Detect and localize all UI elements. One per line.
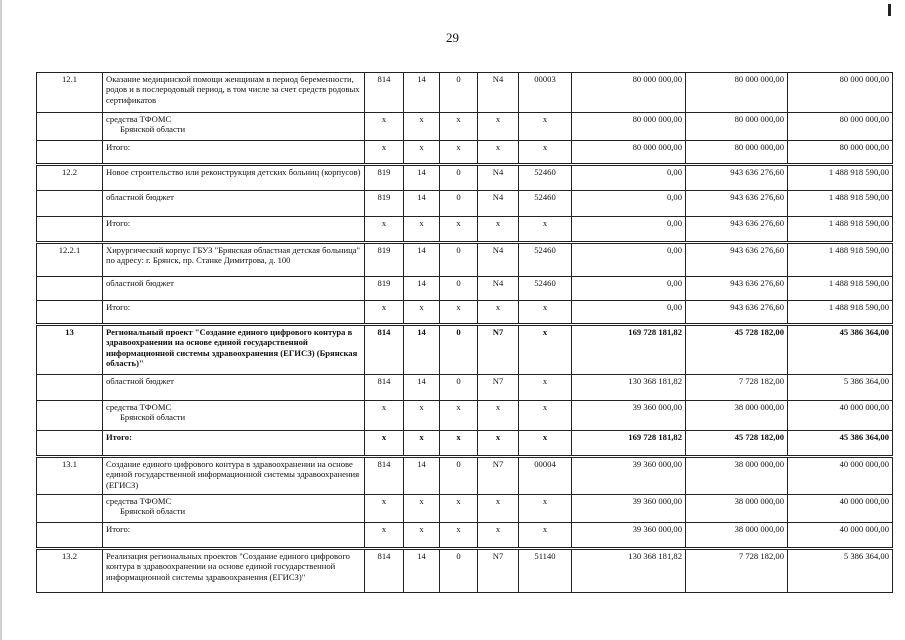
row-number-cell: 13 [37,325,103,375]
table-row [37,277,893,301]
row-number-cell: 12.2 [37,165,103,191]
description-cell [103,495,365,523]
expense-type-cell: х [519,113,572,141]
amount-year-1-cell: 39 360 000,00 [572,495,686,523]
table-row [37,375,893,401]
description-cell: Итого: [103,301,365,325]
section-code-cell: 14 [404,73,440,113]
description-line-indented: Брянской области [120,412,186,423]
description-cell: Итого: [103,431,365,457]
table-row [37,549,893,593]
grbs-code-cell: х [365,113,404,141]
amount-year-3-cell: 5 386 364,00 [788,549,893,593]
amount-year-2-cell: 80 000 000,00 [686,141,788,165]
table-row [37,431,893,457]
expense-type-cell: 52460 [519,191,572,217]
amount-year-1-cell: 0,00 [572,277,686,301]
amount-year-2-cell: 943 636 276,60 [686,277,788,301]
section-code-cell: х [404,495,440,523]
amount-year-2-cell: 943 636 276,60 [686,243,788,277]
description-cell: областной бюджет [103,375,365,401]
grbs-code-cell: х [365,301,404,325]
section-code-cell: 14 [404,277,440,301]
amount-year-2-cell: 38 000 000,00 [686,523,788,549]
section-code-cell: 14 [404,191,440,217]
expense-type-cell: х [519,523,572,549]
target-article-cell: х [478,141,519,165]
target-article-cell: х [478,217,519,243]
amount-year-3-cell: 40 000 000,00 [788,523,893,549]
target-article-cell: N7 [478,325,519,375]
amount-year-1-cell: 169 728 181,82 [572,325,686,375]
section-code-cell: х [404,141,440,165]
section-code-cell: 14 [404,165,440,191]
grbs-code-cell: 814 [365,457,404,495]
amount-year-3-cell: 1 488 918 590,00 [788,217,893,243]
expense-type-cell: х [519,431,572,457]
table-row [37,325,893,375]
amount-year-1-cell: 80 000 000,00 [572,73,686,113]
table-row [37,243,893,277]
row-number-cell [37,401,103,431]
subsection-code-cell: х [440,523,478,549]
amount-year-2-cell: 80 000 000,00 [686,73,788,113]
grbs-code-cell: 814 [365,325,404,375]
expense-type-cell: х [519,217,572,243]
grbs-code-cell: х [365,401,404,431]
section-code-cell: 14 [404,325,440,375]
target-article-cell: N4 [478,73,519,113]
table-row [37,141,893,165]
amount-year-1-cell: 130 368 181,82 [572,375,686,401]
row-number-cell [37,431,103,457]
table-row [37,113,893,141]
amount-year-2-cell: 7 728 182,00 [686,375,788,401]
amount-year-1-cell: 80 000 000,00 [572,141,686,165]
expense-type-cell: 51140 [519,549,572,593]
target-article-cell: N4 [478,165,519,191]
amount-year-1-cell: 0,00 [572,191,686,217]
expense-type-cell: 00003 [519,73,572,113]
amount-year-3-cell: 5 386 364,00 [788,375,893,401]
target-article-cell: х [478,495,519,523]
subsection-code-cell: х [440,401,478,431]
subsection-code-cell: х [440,217,478,243]
description-cell [103,401,365,431]
target-article-cell: х [478,431,519,457]
amount-year-2-cell: 7 728 182,00 [686,549,788,593]
row-number-cell: 12.2.1 [37,243,103,277]
row-number-cell: 13.1 [37,457,103,495]
expense-type-cell: 52460 [519,165,572,191]
expense-type-cell: х [519,495,572,523]
row-number-cell: 12.1 [37,73,103,113]
section-code-cell: х [404,523,440,549]
row-number-cell: 13.2 [37,549,103,593]
amount-year-1-cell: 0,00 [572,165,686,191]
amount-year-3-cell: 1 488 918 590,00 [788,191,893,217]
amount-year-1-cell: 0,00 [572,301,686,325]
row-number-cell [37,495,103,523]
expense-type-cell: х [519,401,572,431]
target-article-cell: х [478,401,519,431]
amount-year-3-cell: 1 488 918 590,00 [788,277,893,301]
description-cell [103,113,365,141]
amount-year-2-cell: 38 000 000,00 [686,495,788,523]
subsection-code-cell: х [440,301,478,325]
table-row [37,457,893,495]
target-article-cell: N4 [478,243,519,277]
amount-year-1-cell: 169 728 181,82 [572,431,686,457]
subsection-code-cell: 0 [440,165,478,191]
subsection-code-cell: х [440,113,478,141]
subsection-code-cell: 0 [440,325,478,375]
description-cell: областной бюджет [103,277,365,301]
row-number-cell [37,141,103,165]
expense-type-cell: 00004 [519,457,572,495]
table-row [37,73,893,113]
section-code-cell: 14 [404,457,440,495]
subsection-code-cell: 0 [440,73,478,113]
amount-year-1-cell: 39 360 000,00 [572,457,686,495]
budget-table-body [37,73,893,593]
row-number-cell [37,113,103,141]
target-article-cell: х [478,113,519,141]
subsection-code-cell: 0 [440,243,478,277]
amount-year-1-cell: 0,00 [572,217,686,243]
amount-year-3-cell: 1 488 918 590,00 [788,243,893,277]
grbs-code-cell: х [365,523,404,549]
description-cell: Оказание медицинской помощи женщинам в период беременности, родов и в послеродовый период, в том числе за счет средств родовых сертификатов [103,73,365,113]
description-line-indented: Брянской области [120,506,186,517]
amount-year-3-cell: 40 000 000,00 [788,495,893,523]
subsection-code-cell: 0 [440,549,478,593]
section-code-cell: 14 [404,549,440,593]
target-article-cell: х [478,523,519,549]
section-code-cell: х [404,217,440,243]
target-article-cell: х [478,301,519,325]
target-article-cell: N7 [478,375,519,401]
amount-year-3-cell: 1 488 918 590,00 [788,165,893,191]
description-cell: областной бюджет [103,191,365,217]
scan-corner-mark [888,4,891,16]
expense-type-cell: х [519,325,572,375]
section-code-cell: х [404,401,440,431]
section-code-cell: 14 [404,375,440,401]
expense-type-cell: х [519,375,572,401]
amount-year-1-cell: 80 000 000,00 [572,113,686,141]
amount-year-2-cell: 80 000 000,00 [686,113,788,141]
row-number-cell [37,191,103,217]
table-row [37,301,893,325]
row-number-cell [37,375,103,401]
subsection-code-cell: 0 [440,375,478,401]
amount-year-3-cell: 1 488 918 590,00 [788,301,893,325]
amount-year-3-cell: 80 000 000,00 [788,73,893,113]
grbs-code-cell: х [365,431,404,457]
budget-table [36,72,893,593]
description-line: средства ТФОМС [106,402,172,412]
section-code-cell: х [404,431,440,457]
description-cell: Итого: [103,523,365,549]
amount-year-1-cell: 130 368 181,82 [572,549,686,593]
description-cell: Региональный проект "Создание единого цифрового контура в здравоохранении на основе единой государственной информационной системы здравоохранения (ЕГИСЗ) (Брянская область)" [103,325,365,375]
section-code-cell: х [404,113,440,141]
amount-year-3-cell: 45 386 364,00 [788,325,893,375]
table-row [37,165,893,191]
target-article-cell: N7 [478,457,519,495]
expense-type-cell: х [519,301,572,325]
subsection-code-cell: х [440,141,478,165]
subsection-code-cell: 0 [440,457,478,495]
section-code-cell: 14 [404,243,440,277]
target-article-cell: N7 [478,549,519,593]
table-row [37,401,893,431]
section-code-cell: х [404,301,440,325]
amount-year-1-cell: 39 360 000,00 [572,523,686,549]
amount-year-2-cell: 943 636 276,60 [686,191,788,217]
amount-year-1-cell: 39 360 000,00 [572,401,686,431]
amount-year-1-cell: 0,00 [572,243,686,277]
expense-type-cell: 52460 [519,243,572,277]
subsection-code-cell: х [440,431,478,457]
expense-type-cell: х [519,141,572,165]
row-number-cell [37,523,103,549]
amount-year-3-cell: 45 386 364,00 [788,431,893,457]
amount-year-3-cell: 40 000 000,00 [788,457,893,495]
description-line-indented: Брянской области [120,124,186,135]
subsection-code-cell: 0 [440,277,478,301]
grbs-code-cell: 819 [365,191,404,217]
amount-year-2-cell: 38 000 000,00 [686,457,788,495]
subsection-code-cell: 0 [440,191,478,217]
description-line: средства ТФОМС [106,114,172,124]
subsection-code-cell: х [440,495,478,523]
row-number-cell [37,277,103,301]
amount-year-2-cell: 45 728 182,00 [686,325,788,375]
amount-year-3-cell: 80 000 000,00 [788,113,893,141]
table-row [37,191,893,217]
grbs-code-cell: х [365,217,404,243]
amount-year-3-cell: 40 000 000,00 [788,401,893,431]
description-cell: Реализация региональных проектов "Создание единого цифрового контура в здравоохранении на основе единой государственной информационной системы здравоохранения (ЕГИСЗ)" [103,549,365,593]
amount-year-2-cell: 943 636 276,60 [686,217,788,243]
scan-edge-shadow [0,0,2,640]
description-line: средства ТФОМС [106,496,172,506]
description-cell: Новое строительство или реконструкция детских больниц (корпусов) [103,165,365,191]
target-article-cell: N4 [478,191,519,217]
page-number: 29 [446,30,459,45]
row-number-cell [37,301,103,325]
grbs-code-cell: х [365,141,404,165]
amount-year-2-cell: 38 000 000,00 [686,401,788,431]
table-row [37,523,893,549]
amount-year-2-cell: 943 636 276,60 [686,165,788,191]
grbs-code-cell: 814 [365,549,404,593]
amount-year-2-cell: 943 636 276,60 [686,301,788,325]
grbs-code-cell: 819 [365,165,404,191]
description-cell: Итого: [103,141,365,165]
table-row [37,495,893,523]
description-cell: Создание единого цифрового контура в здравоохранении на основе единой государственной информационной системы здравоохранения (ЕГИСЗ) [103,457,365,495]
row-number-cell [37,217,103,243]
grbs-code-cell: х [365,495,404,523]
grbs-code-cell: 814 [365,375,404,401]
grbs-code-cell: 819 [365,243,404,277]
description-cell: Итого: [103,217,365,243]
description-cell: Хирургический корпус ГБУЗ "Брянская областная детская больница" по адресу: г. Брянск, пр. Станке Димитрова, д. 100 [103,243,365,277]
amount-year-2-cell: 45 728 182,00 [686,431,788,457]
target-article-cell: N4 [478,277,519,301]
amount-year-3-cell: 80 000 000,00 [788,141,893,165]
table-row [37,217,893,243]
expense-type-cell: 52460 [519,277,572,301]
grbs-code-cell: 814 [365,73,404,113]
grbs-code-cell: 819 [365,277,404,301]
